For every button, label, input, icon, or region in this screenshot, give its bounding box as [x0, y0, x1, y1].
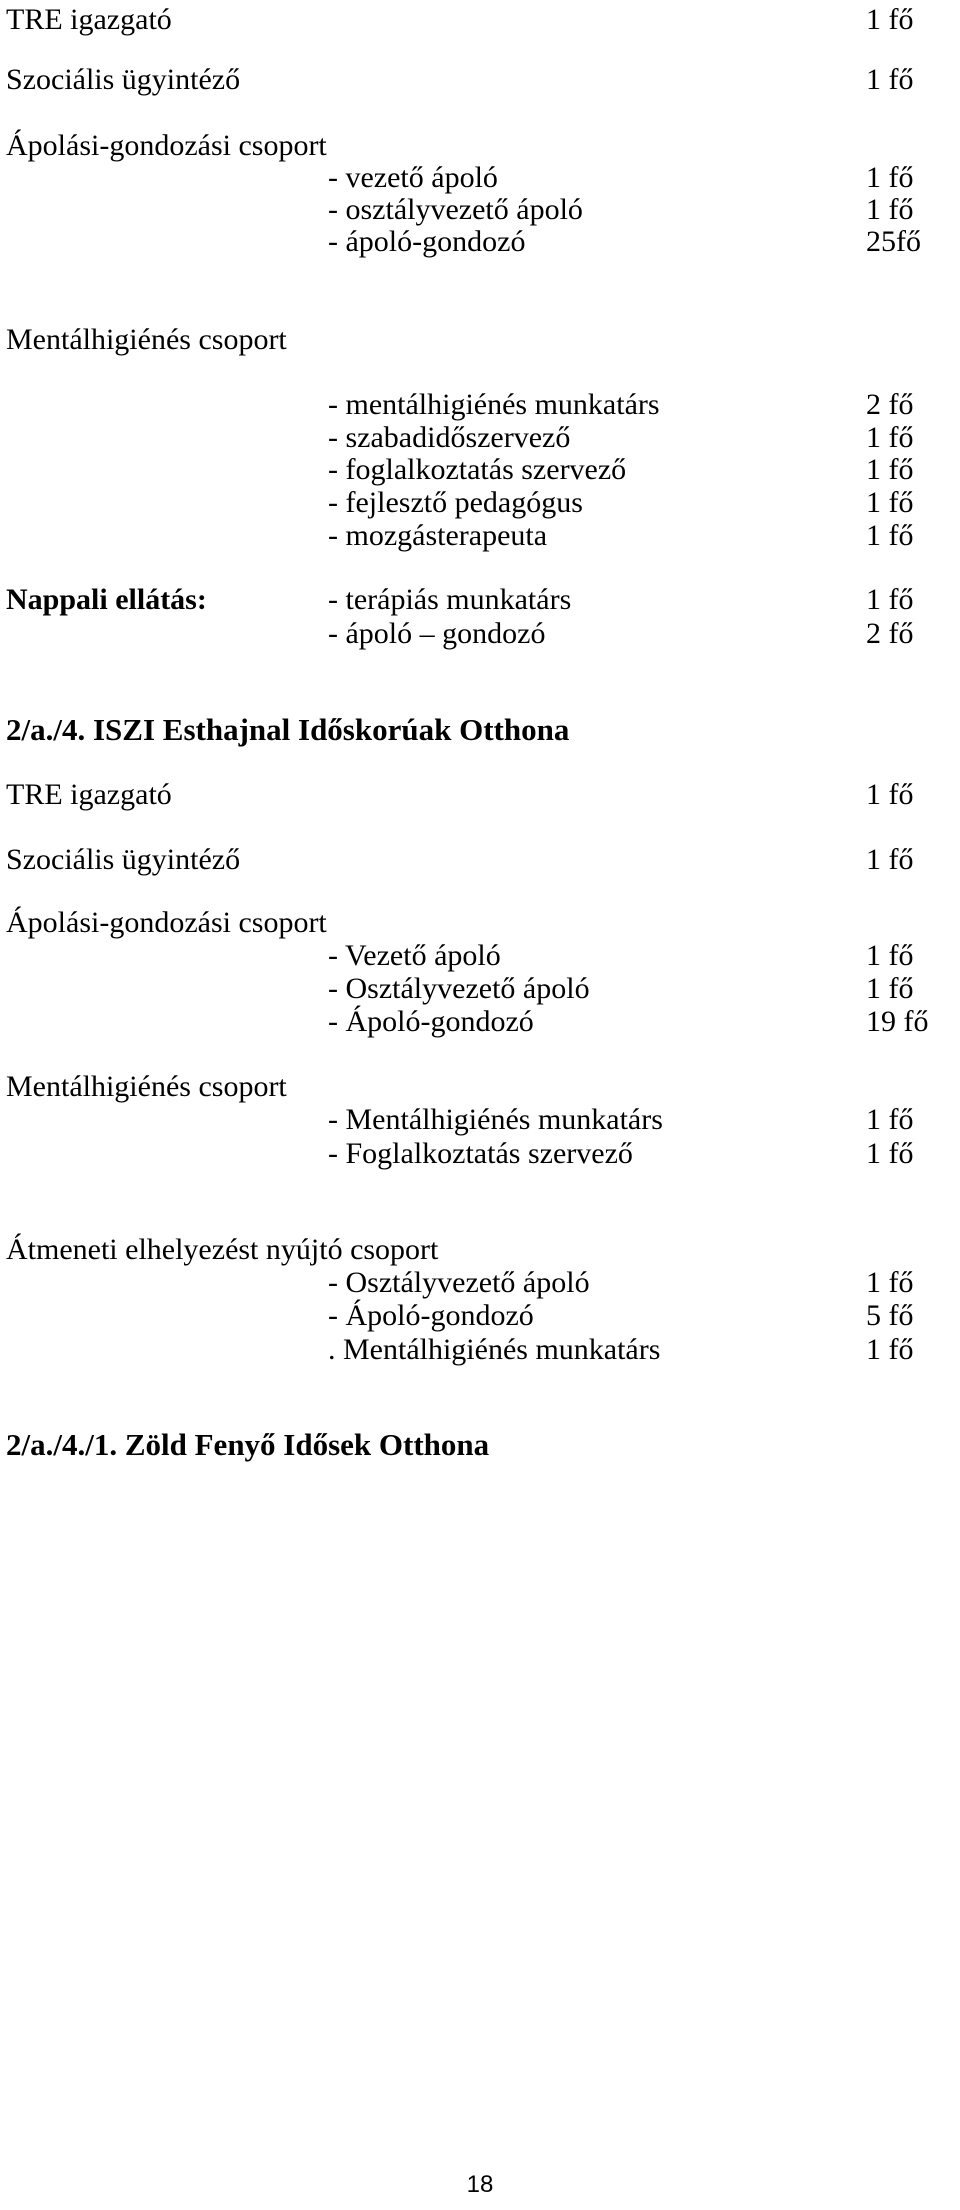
row-item: - Osztályvezető ápoló [328, 1266, 590, 1299]
row-label: Szociális ügyintéző [6, 63, 241, 96]
row-label: TRE igazgató [6, 3, 172, 36]
row-label: Szociális ügyintéző [6, 843, 241, 876]
row-count: 2 fő [866, 617, 914, 650]
row-count: 5 fő [866, 1299, 914, 1332]
row-count: 1 fő [866, 1333, 914, 1366]
row-item: - osztályvezető ápoló [328, 193, 583, 226]
row-count: 1 fő [866, 1266, 914, 1299]
row-count: 1 fő [866, 519, 914, 552]
row-count: 2 fő [866, 388, 914, 421]
row-count: 1 fő [866, 583, 914, 616]
row-tre-igazgato [0, 775, 960, 815]
row-label: TRE igazgató [6, 778, 172, 811]
row-apolo-gondozo-nappali [0, 614, 960, 654]
row-mozgasterapeuta [0, 516, 960, 556]
row-apolo-gondozo [0, 222, 960, 262]
row-count: 1 fő [866, 453, 914, 486]
row-item: - ápoló-gondozó [328, 225, 526, 258]
row-item: - Ápoló-gondozó [328, 1005, 534, 1038]
row-item: - Ápoló-gondozó [328, 1299, 534, 1332]
row-count: 19 fő [866, 1005, 929, 1038]
row-foglalkoztatas-szervezo [0, 1134, 960, 1174]
row-count: 1 fő [866, 778, 914, 811]
row-szocialis-ugyintezo [0, 60, 960, 100]
group-heading-mentalhigienes [0, 320, 960, 360]
row-item: - szabadidőszervező [328, 421, 571, 454]
row-item: . Mentálhigiénés munkatárs [328, 1333, 661, 1366]
row-count: 1 fő [866, 193, 914, 226]
page-number: 18 [466, 2171, 494, 2198]
group-label: Átmeneti elhelyezést nyújtó csoport [6, 1233, 439, 1266]
row-item: - mentálhigiénés munkatárs [328, 388, 660, 421]
group-label: Ápolási-gondozási csoport [6, 906, 327, 939]
row-count: 1 fő [866, 63, 914, 96]
row-item: - foglalkoztatás szervező [328, 453, 627, 486]
row-item: - vezető ápoló [328, 161, 498, 194]
section-title: 2/a./4./1. Zöld Fenyő Idősek Otthona [6, 1427, 490, 1462]
row-count: 1 fő [866, 161, 914, 194]
row-szocialis-ugyintezo [0, 840, 960, 880]
row-count: 1 fő [866, 972, 914, 1005]
row-count: 1 fő [866, 421, 914, 454]
group-label: Ápolási-gondozási csoport [6, 129, 327, 162]
section-title: 2/a./4. ISZI Esthajnal Időskorúak Otthona [6, 712, 570, 747]
row-count: 1 fő [866, 486, 914, 519]
row-count: 1 fő [866, 939, 914, 972]
row-count: 1 fő [866, 3, 914, 36]
row-mentalhigienes-munkatars-atmeneti [0, 1330, 960, 1370]
row-item: - Mentálhigiénés munkatárs [328, 1103, 663, 1136]
row-item: - Osztályvezető ápoló [328, 972, 590, 1005]
row-tre-igazgato [0, 0, 960, 40]
row-item: - Vezető ápoló [328, 939, 501, 972]
group-label: Mentálhigiénés csoport [6, 323, 287, 356]
group-label: Mentálhigiénés csoport [6, 1070, 287, 1103]
row-count: 25fő [866, 225, 921, 258]
row-item: - Foglalkoztatás szervező [328, 1137, 633, 1170]
row-item: - terápiás munkatárs [328, 583, 572, 616]
group-label: Nappali ellátás: [6, 583, 207, 616]
row-item: - mozgásterapeuta [328, 519, 548, 552]
row-count: 1 fő [866, 843, 914, 876]
row-item: - fejlesztő pedagógus [328, 486, 583, 519]
row-count: 1 fő [866, 1137, 914, 1170]
row-apolo-gondozo [0, 1002, 960, 1042]
row-item: - ápoló – gondozó [328, 617, 546, 650]
row-count: 1 fő [866, 1103, 914, 1136]
